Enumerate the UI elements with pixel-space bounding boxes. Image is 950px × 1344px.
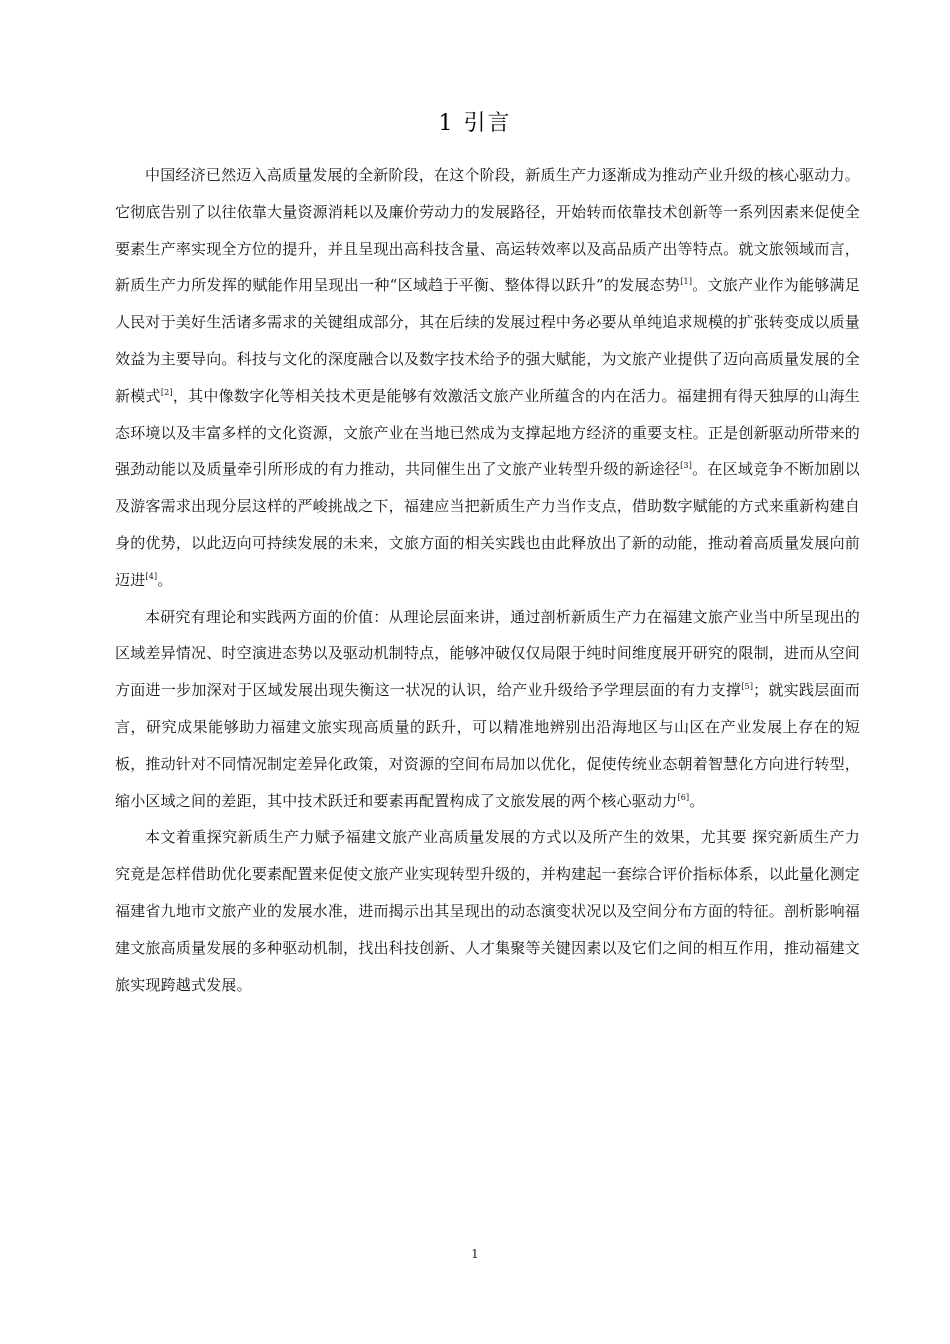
paragraph [115, 599, 860, 820]
citation-ref: [3] [680, 461, 693, 471]
paragraph-text: ，其中像数字化等相关技术更是能够有效激活文旅产业所蕴含的内在活力。福建拥有得天独厚的山海生态环境以及丰富多样的文化资源，文旅产业在当地已然成为支撑起地方经济的重要支柱。正是创新驱动所带来的强劲动能以及质量牵引所形成的有力推动，共同催生出了文旅产业转型升级的新途径 [115, 386, 860, 479]
body-text [115, 157, 860, 1003]
paragraph-text: 。文旅产业作为能够满足人民对于美好生活诸多需求的关键组成部分，其在后续的发展过程中务必要从单纯追求规模的扩张转变成以质量效益为主要导向。科技与文化的深度融合以及数字技术给予的强大赋能，为文旅产业提供了迈向高质量发展的全新模式 [115, 276, 860, 405]
paragraph [115, 157, 860, 599]
paragraph-text: 。 [689, 791, 705, 810]
section-title: 1 引言 [438, 111, 512, 136]
paragraph [115, 819, 860, 1003]
paragraph-text: 。 [157, 570, 173, 589]
citation-ref: [6] [677, 792, 690, 802]
citation-ref: [2] [160, 387, 173, 397]
paragraph-text: 。在区域竞争不断加剧以及游客需求出现分层这样的严峻挑战之下，福建应当把新质生产力当作支点，借助数字赋能的方式来重新构建自身的优势，以此迈向可持续发展的未来，文旅方面的相关实践也由此释放出了新的动能，推动着高质量发展向前迈进 [115, 460, 861, 589]
paragraph-text: 本研究有理论和实践两方面的价值：从理论层面来讲，通过剖析新质生产力在福建文旅产业当中所呈现出的区域差异情况、时空演进态势以及驱动机制特点，能够冲破仅仅局限于纯时间维度展开研究的限制，进而从空间方面进一步加深对于区域发展出现失衡这一状况的认识，给产业升级给予学理层面的有力支撑 [115, 607, 860, 700]
paragraph-text: ；就实践层面而言，研究成果能够助力福建文旅实现高质量的跃升，可以精准地辨别出沿海地区与山区在产业发展上存在的短板，推动针对不同情况制定差异化政策，对资源的空间布局加以优化，促使传统业态朝着智慧化方向进行转型，缩小区域之间的差距，其中技术跃迁和要素再配置构成了文旅发展的两个核心驱动力 [115, 681, 860, 810]
citation-ref: [1] [680, 277, 693, 287]
paragraph-text: 本文着重探究新质生产力赋予福建文旅产业高质量发展的方式以及所产生的效果，尤其要 探究新质生产力究竟是怎样借助优化要素配置来促使文旅产业实现转型升级的，并构建起一套综合评价指标体系，以此量化测定福建省九地市文旅产业的发展水准，进而揭示出其呈现出的动态演变状况以及空间分布方面的特征。剖析影响福建文旅高质量发展的多种驱动机制，找出科技创新、人才集聚等关键因素以及它们之间的相互作用，推动福建文旅实现跨越式发展。 [115, 828, 860, 994]
citation-ref: [5] [741, 682, 754, 692]
citation-ref: [4] [145, 571, 158, 581]
paragraph-text: 中国经济已然迈入高质量发展的全新阶段，在这个阶段，新质生产力逐渐成为推动产业升级的核心驱动力。它彻底告别了以往依靠大量资源消耗以及廉价劳动力的发展路径，开始转而依靠技术创新等一系列因素来促使全要素生产率实现全方位的提升，并且呈现出高科技含量、高运转效率以及高品质产出等特点。就文旅领域而言，新质生产力所发挥的赋能作用呈现出一种“区域趋于平衡、整体得以跃升”的发展态势 [115, 166, 860, 295]
page-number: 1 [471, 1247, 479, 1261]
